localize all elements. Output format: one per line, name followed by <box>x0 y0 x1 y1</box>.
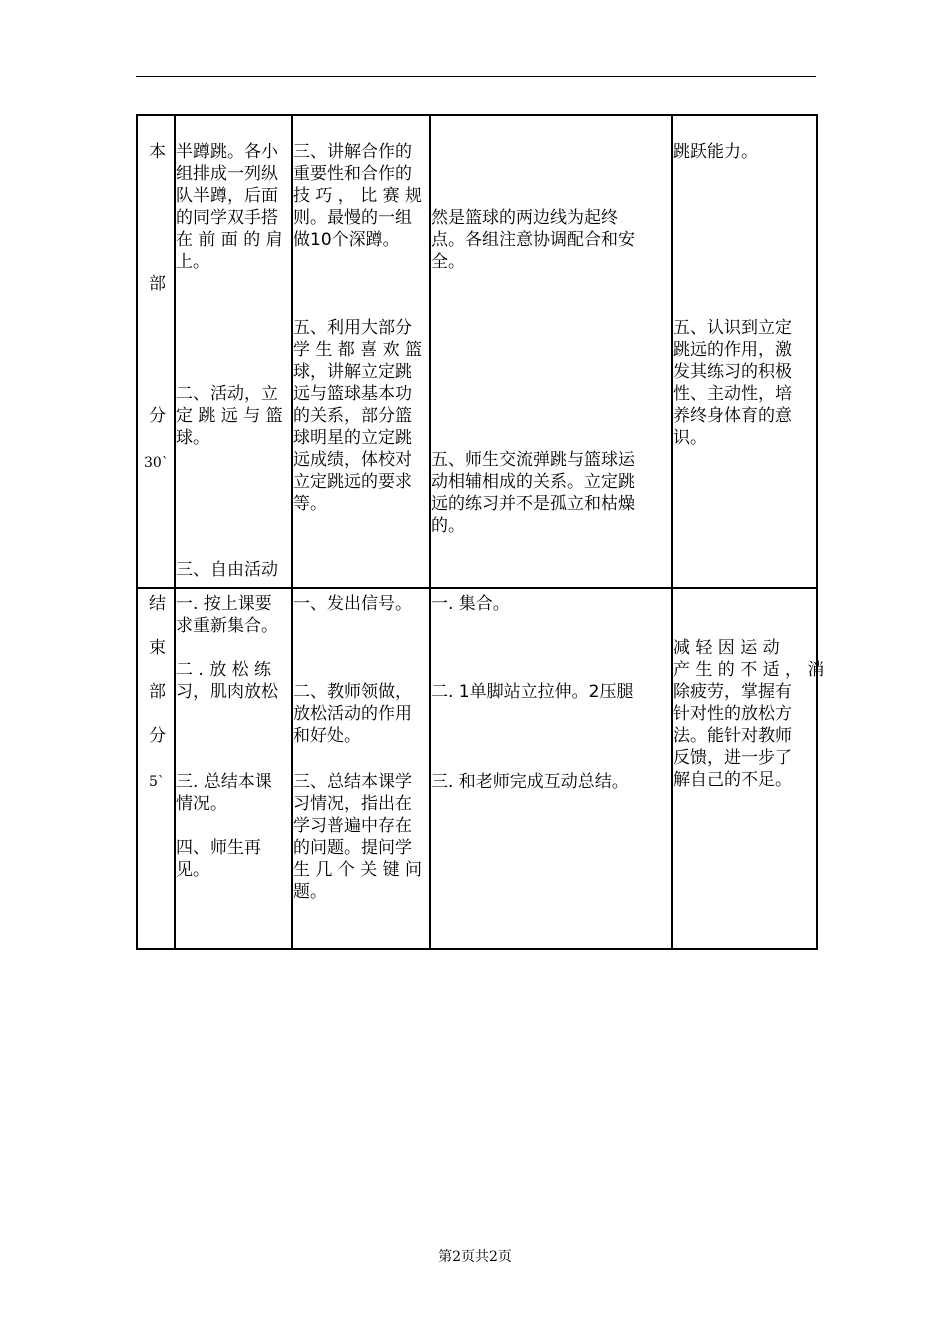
row-divider <box>138 587 816 589</box>
goal-line: 跳跃能力。 <box>673 142 758 162</box>
student-line: 动相辅相成的关系。立定跳 <box>431 472 635 492</box>
content-line: 半蹲跳。各小 <box>176 142 278 162</box>
teacher-line: 二、教师领做， <box>293 682 412 702</box>
teacher-line: 题。 <box>293 882 327 902</box>
section-label-char: 部 <box>149 274 166 294</box>
student-line: 二. 1单脚站立拉伸。2压腿 <box>431 682 634 702</box>
teacher-line: 学 生 都 喜 欢 篮 <box>293 340 423 360</box>
content-line: 情况。 <box>176 794 227 814</box>
content-line: 一. 按上课要 <box>176 594 272 614</box>
content-line: 组排成一列纵 <box>176 164 278 184</box>
teacher-line: 三、总结本课学 <box>293 772 412 792</box>
student-line: 的。 <box>431 516 465 536</box>
content-line: 上。 <box>176 252 210 272</box>
student-line: 三. 和老师完成互动总结。 <box>431 772 629 792</box>
content-line: 在 前 面 的 肩 <box>176 230 283 250</box>
student-line: 然是篮球的两边线为起终 <box>431 208 618 228</box>
teacher-line: 远成绩，体校对 <box>293 450 412 470</box>
content-line: 习，肌肉放松 <box>176 682 278 702</box>
teacher-line: 的关系，部分篮 <box>293 406 412 426</box>
header-rule <box>136 76 816 77</box>
section-label-char: 分 <box>149 406 166 426</box>
teacher-line: 三、讲解合作的 <box>293 142 412 162</box>
teacher-line: 生 几 个 关 键 问 <box>293 860 423 880</box>
student-line: 全。 <box>431 252 465 272</box>
content-line: 球。 <box>176 428 210 448</box>
content-line: 四、师生再 <box>176 838 261 858</box>
goal-line: 减 轻 因 运 动 <box>673 638 780 658</box>
goal-line: 反馈，进一步了 <box>673 748 792 768</box>
section-time: 30` <box>144 455 169 471</box>
column-divider <box>671 116 673 948</box>
goal-line: 跳远的作用，激 <box>673 340 792 360</box>
teacher-line: 习情况，指出在 <box>293 794 412 814</box>
content-line: 队半蹲，后面 <box>176 186 278 206</box>
goal-line: 发其练习的积极 <box>673 362 792 382</box>
teacher-line: 的问题。提问学 <box>293 838 412 858</box>
goal-line: 产 生 的 不 适 ， 消 <box>673 660 825 680</box>
teacher-line: 等。 <box>293 494 327 514</box>
lesson-plan-table <box>136 114 825 950</box>
teacher-line: 和好处。 <box>293 726 361 746</box>
goal-line: 养终身体育的意 <box>673 406 792 426</box>
section-time: 5` <box>149 774 165 790</box>
section-label-char: 结 <box>149 594 166 614</box>
teacher-line: 学习普遍中存在 <box>293 816 412 836</box>
section-label-char: 束 <box>149 638 166 658</box>
content-line: 三. 总结本课 <box>176 772 272 792</box>
teacher-line: 球，讲解立定跳 <box>293 362 412 382</box>
section-label-char: 分 <box>149 726 166 746</box>
content-line: 二、活动，立 <box>176 384 278 404</box>
content-line: 求重新集合。 <box>176 616 278 636</box>
student-line: 点。各组注意协调配合和安 <box>431 230 635 250</box>
teacher-line: 技 巧 ， 比 赛 规 <box>293 186 423 206</box>
student-line: 远的练习并不是孤立和枯燥 <box>431 494 635 514</box>
goal-line: 除疲劳，掌握有 <box>673 682 792 702</box>
goal-line: 识。 <box>673 428 707 448</box>
goal-line: 五、认识到立定 <box>673 318 792 338</box>
page-footer: 第2页共2页 <box>438 1249 512 1265</box>
student-line: 一. 集合。 <box>431 594 510 614</box>
teacher-line: 五、利用大部分 <box>293 318 412 338</box>
section-label-char: 部 <box>149 682 166 702</box>
content-line: 的同学双手搭 <box>176 208 278 228</box>
teacher-line: 重要性和合作的 <box>293 164 412 184</box>
content-line: 定 跳 远 与 篮 <box>176 406 283 426</box>
goal-line: 性、主动性，培 <box>673 384 792 404</box>
teacher-line: 远与篮球基本功 <box>293 384 412 404</box>
teacher-line: 则。最慢的一组 <box>293 208 412 228</box>
goal-line: 法。能针对教师 <box>673 726 792 746</box>
content-line: 三、自由活动 <box>176 560 278 580</box>
goal-line: 解自己的不足。 <box>673 770 792 790</box>
section-label-char: 本 <box>149 142 166 162</box>
teacher-line: 立定跳远的要求 <box>293 472 412 492</box>
goal-line: 针对性的放松方 <box>673 704 792 724</box>
student-line: 五、师生交流弹跳与篮球运 <box>431 450 635 470</box>
teacher-line: 做10个深蹲。 <box>293 230 400 250</box>
content-line: 二 . 放 松 练 <box>176 660 272 680</box>
teacher-line: 球明星的立定跳 <box>293 428 412 448</box>
content-line: 见。 <box>176 860 210 880</box>
teacher-line: 放松活动的作用 <box>293 704 412 724</box>
teacher-line: 一、发出信号。 <box>293 594 412 614</box>
